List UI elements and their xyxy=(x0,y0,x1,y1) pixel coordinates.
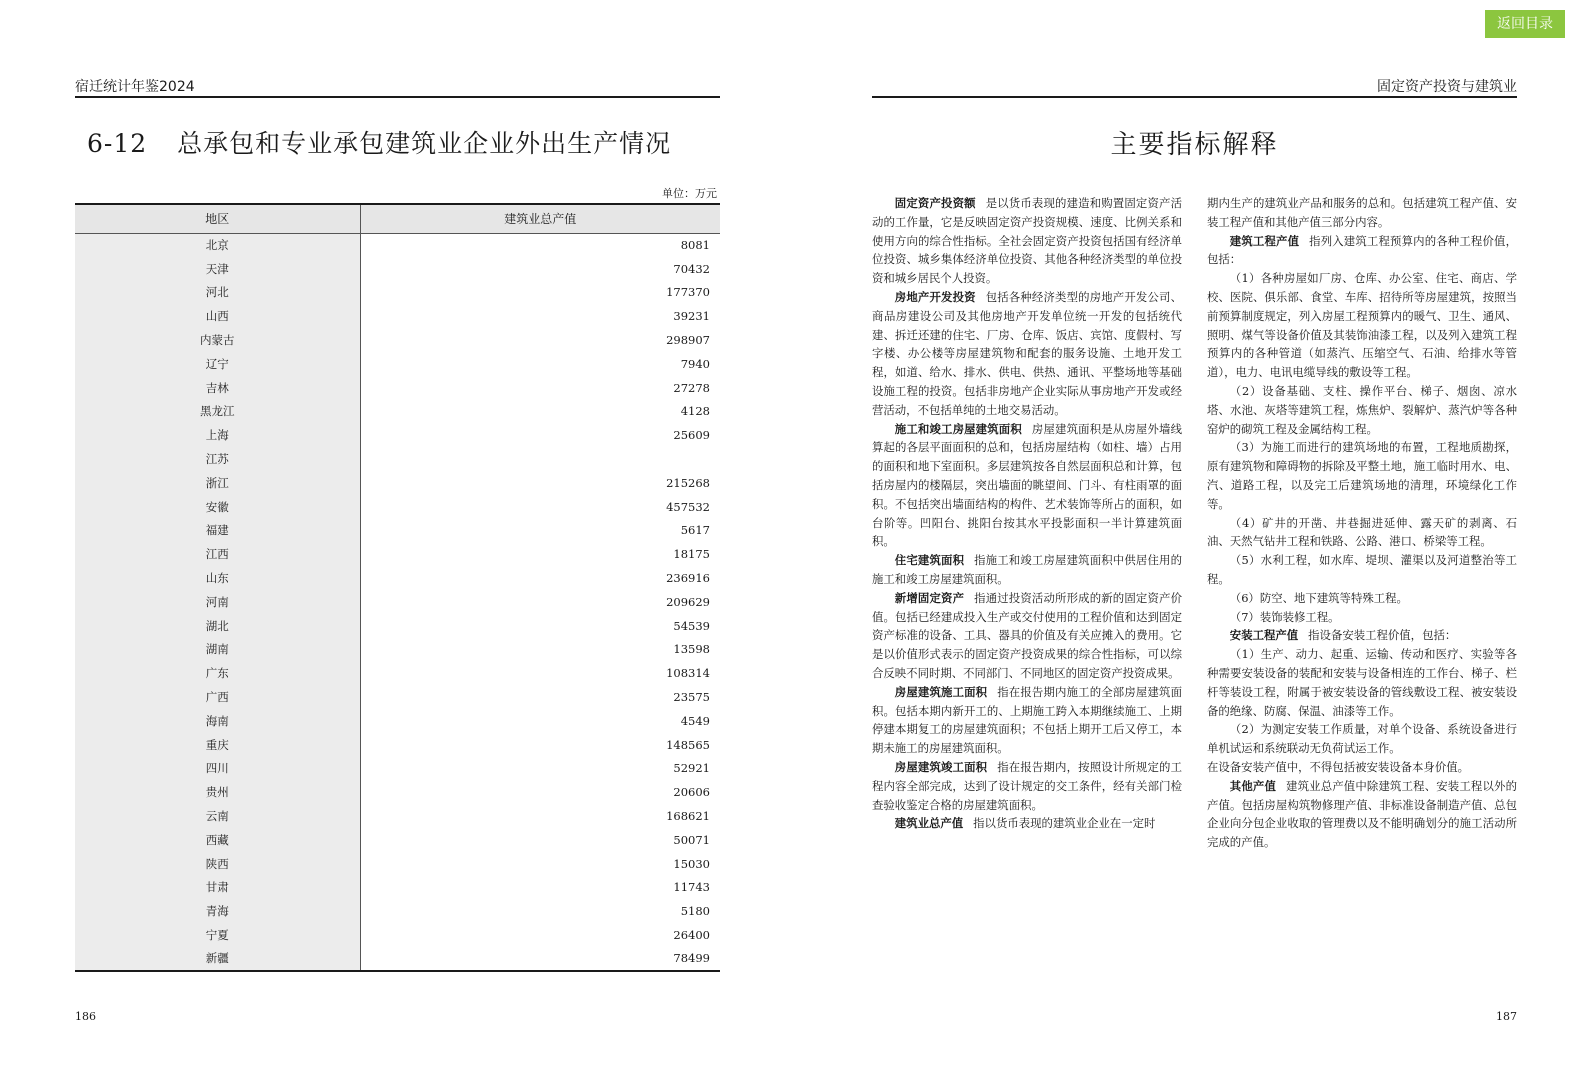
region-cell: 云南 xyxy=(75,804,360,828)
region-cell: 广西 xyxy=(75,685,360,709)
region-cell: 天津 xyxy=(75,257,360,281)
region-cell: 浙江 xyxy=(75,471,360,495)
output-value-cell: 7940 xyxy=(680,356,710,371)
definition-term: 建筑工程产值 xyxy=(1229,233,1300,248)
region-cell: 重庆 xyxy=(75,733,360,757)
output-value-cell: 50071 xyxy=(673,832,710,847)
output-value-cell: 215268 xyxy=(666,475,710,490)
region-cell: 宁夏 xyxy=(75,923,360,947)
table-row xyxy=(75,566,720,590)
definition-text: （1）生产、动力、起重、运输、传动和医疗、实验等各种需要安装设备的装配和安装与设备相连的工作台、梯子、栏杆等装设工程，附属于被安装设备的管线敷设工程、被安装设备的绝缘、防腐、保温、油漆等工作。 xyxy=(1207,647,1517,718)
table-row xyxy=(75,281,720,305)
definition-text: 指在报告期内，按照设计所规定的工程内容全部完成，达到了设计规定的交工条件，经有关部门检查验收鉴定合格的房屋建筑面积。 xyxy=(872,759,1182,812)
table-row xyxy=(75,709,720,733)
output-value-cell: 457532 xyxy=(666,499,710,514)
definition-paragraph xyxy=(1207,514,1517,552)
region-cell: 湖北 xyxy=(75,614,360,638)
definitions-title: 主要指标解释 xyxy=(1110,130,1279,160)
definition-paragraph xyxy=(1207,645,1517,720)
definition-text: 指通过投资活动所形成的新的固定资产价值。包括已经建成投入生产或交付使用的工程价值和达到固定资产标准的设备、工具、器具的价值及有关应摊入的费用。它是以价值形式表示的固定资产投资成果的综合性指标，可以综合反映不同时期、不同部门、不同地区的固定资产投资成果。 xyxy=(872,590,1182,680)
definition-paragraph xyxy=(1207,269,1517,382)
table-row xyxy=(75,733,720,757)
table-row xyxy=(75,876,720,900)
output-value-cell: 70432 xyxy=(673,261,710,276)
definition-term: 施工和竣工房屋建筑面积 xyxy=(894,421,1022,436)
definition-text: （2）设备基础、支柱、操作平台、梯子、烟囱、凉水塔、水池、灰塔等建筑工程，炼焦炉、裂解炉、蒸汽炉等各种窑炉的砌筑工程及金属结构工程。 xyxy=(1207,383,1517,436)
table-row xyxy=(75,638,720,662)
output-value-cell: 168621 xyxy=(666,809,710,824)
output-value-cell: 209629 xyxy=(666,594,710,609)
definition-text: 房屋建筑面积是从房屋外墙线算起的各层平面面积的总和，包括房屋结构（如柱、墙）占用的面积和地下室面积。多层建筑按各自然层面积总和计算，包括房屋内的楼隔层，突出墙面的眺望间、门斗、有柱雨罩的面积。不包括突出墙面结构的构件、艺术装饰等所占的面积，如台阶等。凹阳台、挑阳台按其水平投影面积一半计算建筑面积。 xyxy=(872,421,1182,549)
definitions-columns xyxy=(872,194,1517,852)
definition-term: 建筑业总产值 xyxy=(894,816,964,831)
output-value-cell: 13598 xyxy=(673,642,710,657)
definition-paragraph xyxy=(1207,438,1517,513)
definition-text: （4）矿井的开凿、井巷掘进延伸、露天矿的剥离、石油、天然气钻井工程和铁路、公路、港口、桥梁等工程。 xyxy=(1207,515,1517,549)
definition-term: 其他产值 xyxy=(1229,778,1277,793)
output-value-cell: 26400 xyxy=(673,928,710,942)
page-number-right: 187 xyxy=(1496,1010,1517,1023)
definition-paragraph xyxy=(872,683,1182,758)
output-value-cell: 18175 xyxy=(673,547,710,562)
definition-paragraph xyxy=(1207,194,1517,232)
table-row xyxy=(75,447,720,471)
region-cell: 海南 xyxy=(75,709,360,733)
definition-paragraph xyxy=(872,420,1182,552)
definition-text: 指施工和竣工房屋建筑面积中供居住用的施工和竣工房屋建筑面积。 xyxy=(872,553,1182,586)
definition-text: 在设备安装产值中，不得包括被安装设备本身价值。 xyxy=(1207,759,1469,774)
region-cell: 广东 xyxy=(75,661,360,685)
output-value-cell: 5180 xyxy=(680,904,710,919)
definition-term: 安装工程产值 xyxy=(1229,628,1299,643)
region-cell: 四川 xyxy=(75,757,360,781)
definition-term: 新增固定资产 xyxy=(894,590,965,605)
region-cell: 陕西 xyxy=(75,852,360,876)
definition-text: 建筑业总产值中除建筑工程、安装工程以外的产值。包括房屋构筑物修理产值、非标准设备制造产值、总包企业向分包企业收取的管理费以及不能明确划分的施工活动所完成的产值。 xyxy=(1207,778,1517,850)
page-number-left: 186 xyxy=(75,1010,96,1023)
output-value-cell: 52921 xyxy=(673,761,710,776)
output-value-cell: 25609 xyxy=(673,428,710,443)
running-head-left: 宿迁统计年鉴2024 xyxy=(75,79,195,95)
header-rule-left xyxy=(75,96,720,98)
table-row xyxy=(75,757,720,781)
table-title-text: 总承包和专业承包建筑业企业外出生产情况 xyxy=(177,129,672,158)
definition-paragraph xyxy=(1207,382,1517,438)
running-head-right: 固定资产投资与建筑业 xyxy=(1377,79,1517,95)
definition-text: 指以货币表现的建筑业企业在一定时 xyxy=(973,816,1156,831)
region-cell: 青海 xyxy=(75,899,360,923)
output-value-cell: 27278 xyxy=(673,380,710,395)
definition-text: （3）为施工而进行的建筑场地的布置，工程地质勘探，原有建筑物和障碍物的拆除及平整土地，施工临时用水、电、汽、道路工程，以及完工后建筑场地的清理，环境绿化工作等。 xyxy=(1207,440,1517,511)
header-rule-right xyxy=(872,96,1517,98)
region-cell: 河南 xyxy=(75,590,360,614)
table-row xyxy=(75,780,720,804)
definition-term: 房屋建筑竣工面积 xyxy=(894,759,988,774)
table-row xyxy=(75,352,720,376)
region-cell: 甘肃 xyxy=(75,876,360,900)
table-number: 6-12 xyxy=(87,129,148,158)
table-row xyxy=(75,899,720,923)
definition-text: （1）各种房屋如厂房、仓库、办公室、住宅、商店、学校、医院、俱乐部、食堂、车库、招待所等房屋建筑，按照当前预算制度规定，列入房屋工程预算内的暖气、卫生、通风、照明、煤气等设备价值及其装饰油漆工程，以及列入建筑工程预算内的各种管道（如蒸汽、压缩空气、石油、给排水等管道），电力、电讯电缆导线的敷设等工程。 xyxy=(1207,271,1517,380)
data-table xyxy=(75,203,720,972)
definition-paragraph xyxy=(872,814,1182,833)
definition-text: 指在报告期内施工的全部房屋建筑面积。包括本期内新开工的、上期施工跨入本期继续施工、上期停建本期复工的房屋建筑面积；不包括上期开工后又停工，本期未施工的房屋建筑面积。 xyxy=(872,684,1182,756)
definition-paragraph xyxy=(1207,626,1517,645)
region-cell: 山东 xyxy=(75,566,360,590)
output-value-cell: 4549 xyxy=(680,713,710,728)
definition-text: （2）为测定安装工作质量，对单个设备、系统设备进行单机试运和系统联动无负荷试运工作。 xyxy=(1207,722,1517,756)
region-cell: 山西 xyxy=(75,304,360,328)
column-header-output: 建筑业总产值 xyxy=(360,204,720,233)
definition-paragraph xyxy=(1207,589,1517,608)
table-row xyxy=(75,233,720,257)
definitions-column-left xyxy=(872,194,1182,852)
definition-paragraph xyxy=(872,288,1182,420)
table-row xyxy=(75,590,720,614)
table-row xyxy=(75,328,720,352)
definition-paragraph xyxy=(1207,720,1517,758)
table-row xyxy=(75,423,720,447)
region-cell: 安徽 xyxy=(75,495,360,519)
definition-paragraph xyxy=(872,758,1182,814)
column-header-region: 地区 xyxy=(75,204,360,233)
region-cell: 西藏 xyxy=(75,828,360,852)
region-cell: 河北 xyxy=(75,281,360,305)
table-row xyxy=(75,519,720,543)
table-row xyxy=(75,828,720,852)
output-value-cell: 78499 xyxy=(360,947,720,971)
definition-paragraph xyxy=(1207,608,1517,627)
back-to-contents-button[interactable]: 返回目录 xyxy=(1485,10,1565,38)
definition-paragraph xyxy=(1207,232,1517,270)
definition-text: 是以货币表现的建造和购置固定资产活动的工作量，它是反映固定资产投资规模、速度、比例关系和使用方向的综合性指标。全社会固定资产投资包括国有经济单位投资、城乡集体经济单位投资、其他各种经济类型的单位投资和城乡居民个人投资。 xyxy=(872,196,1182,286)
right-page xyxy=(872,0,1517,1077)
definition-text: 包括各种经济类型的房地产开发公司、商品房建设公司及其他房地产开发单位统一开发的包括统代建、拆迁还建的住宅、厂房、仓库、饭店、宾馆、度假村、写字楼、办公楼等房屋建筑物和配套的服务设施、土地开发工程，如道、给水、排水、供电、供热、通讯、平整场地等基础设施工程的投资。包括非房地产企业实际从事房地产开发或经营活动，不包括单纯的土地交易活动。 xyxy=(872,289,1182,417)
output-value-cell: 298907 xyxy=(666,333,710,348)
output-value-cell: 20606 xyxy=(673,785,710,800)
definition-term: 房屋建筑施工面积 xyxy=(894,684,988,699)
definition-text: （6）防空、地下建筑等特殊工程。 xyxy=(1229,590,1408,605)
table-row xyxy=(75,804,720,828)
left-page xyxy=(75,0,720,1077)
table-row xyxy=(75,661,720,685)
table-row xyxy=(75,614,720,638)
table-row xyxy=(75,495,720,519)
table-row xyxy=(75,852,720,876)
definition-term: 固定资产投资额 xyxy=(894,196,976,210)
region-cell: 江西 xyxy=(75,542,360,566)
region-cell: 内蒙古 xyxy=(75,328,360,352)
table-row xyxy=(75,923,720,947)
output-value-cell: 39231 xyxy=(673,309,710,324)
region-cell: 新疆 xyxy=(75,947,360,971)
table-row xyxy=(75,685,720,709)
definition-term: 房地产开发投资 xyxy=(894,289,976,304)
output-value-cell: 177370 xyxy=(666,285,710,300)
region-cell: 江苏 xyxy=(75,447,360,471)
definition-text: 指设备安装工程价值，包括： xyxy=(1308,628,1457,643)
region-cell: 辽宁 xyxy=(75,352,360,376)
table-row xyxy=(75,257,720,281)
table-row xyxy=(75,542,720,566)
region-cell: 湖南 xyxy=(75,638,360,662)
region-cell: 北京 xyxy=(75,233,360,257)
definitions-column-right xyxy=(1207,194,1517,852)
output-value-cell: 11743 xyxy=(673,880,710,895)
output-value-cell: 54539 xyxy=(673,618,710,633)
output-value-cell: 148565 xyxy=(666,737,710,752)
table-body xyxy=(75,233,720,971)
definition-paragraph xyxy=(1207,758,1517,777)
output-value-cell: 8081 xyxy=(680,238,710,253)
definition-text: 期内生产的建筑业产品和服务的总和。包括建筑工程产值、安装工程产值和其他产值三部分内容。 xyxy=(1207,196,1517,229)
definition-text: （5）水利工程，如水库、堤坝、灌渠以及河道整治等工程。 xyxy=(1207,553,1517,586)
region-cell: 上海 xyxy=(75,423,360,447)
region-cell: 黑龙江 xyxy=(75,400,360,424)
table-row xyxy=(75,947,720,971)
region-cell: 贵州 xyxy=(75,780,360,804)
table-row xyxy=(75,304,720,328)
output-value-cell xyxy=(360,447,720,471)
definition-paragraph xyxy=(1207,551,1517,589)
region-cell: 吉林 xyxy=(75,376,360,400)
output-value-cell: 15030 xyxy=(673,856,710,871)
table-title xyxy=(87,124,671,160)
region-cell: 福建 xyxy=(75,519,360,543)
output-value-cell: 23575 xyxy=(673,690,710,705)
definition-paragraph xyxy=(872,551,1182,589)
definition-paragraph xyxy=(1207,777,1517,852)
unit-label: 单位：万元 xyxy=(662,187,717,200)
definition-paragraph xyxy=(872,194,1182,288)
table-row xyxy=(75,471,720,495)
output-value-cell: 236916 xyxy=(666,571,710,586)
output-value-cell: 5617 xyxy=(680,523,710,538)
output-value-cell: 108314 xyxy=(666,666,710,681)
definition-text: （7）装饰装修工程。 xyxy=(1229,609,1340,624)
table-header-row xyxy=(75,204,720,233)
definition-term: 住宅建筑面积 xyxy=(894,553,965,568)
definition-text: 指列入建筑工程预算内的各种工程价值，包括： xyxy=(1207,233,1517,267)
output-value-cell: 4128 xyxy=(680,404,710,419)
table-row xyxy=(75,400,720,424)
definition-paragraph xyxy=(872,589,1182,683)
table-row xyxy=(75,376,720,400)
